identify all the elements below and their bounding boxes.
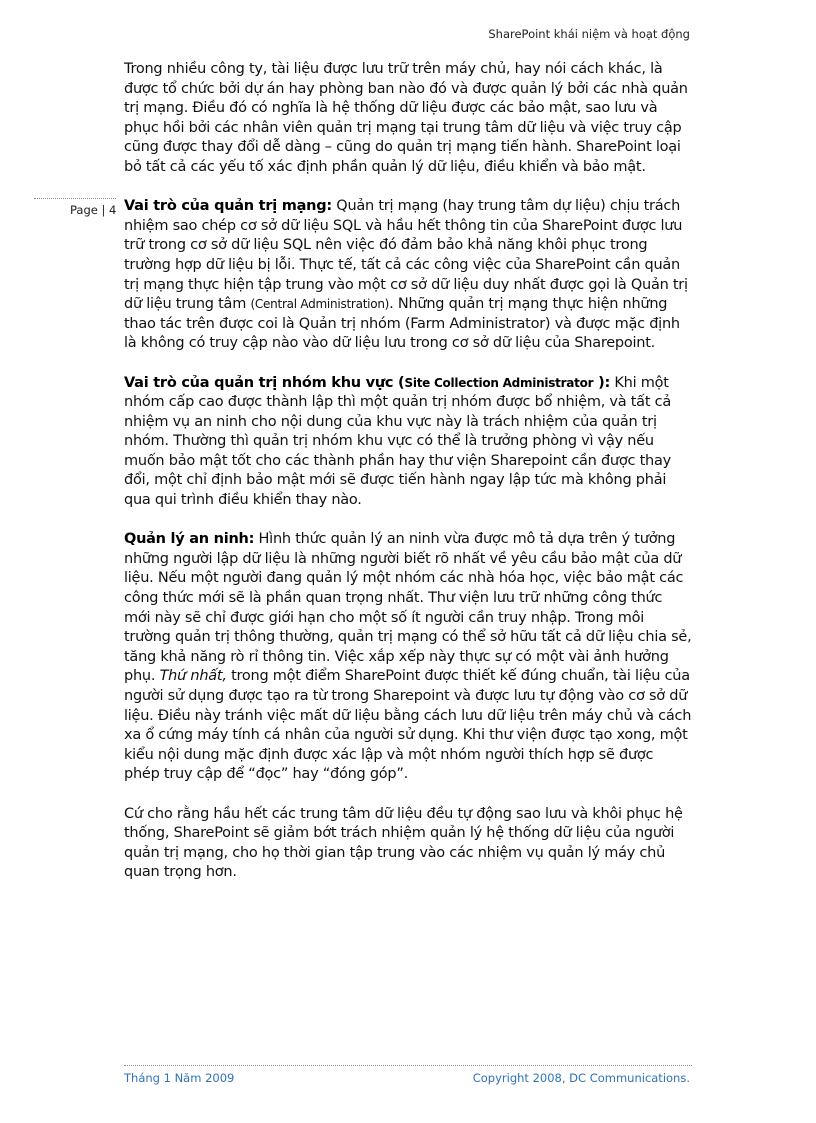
running-header: SharePoint khái niệm và hoạt động [488, 27, 690, 41]
footer-copyright: Copyright 2008, DC Communications. [472, 1071, 690, 1085]
footer-date: Tháng 1 Năm 2009 [124, 1071, 235, 1085]
site-collection-admin-paragraph: Vai trò của quản trị nhóm khu vực (Site Collection Administrator ): Khi một nhóm cấp cao được thành lập thì một quản trị nhóm được bổ nhiệm, và tất cả nhiệm vụ an ninh cho nội dung của khu vực này là trách nhiệm của quản trị nhóm. Thường thì quản trị nhóm khu vực có thể là trưởng phòng vì vậy nếu muốn bảo mật tốt cho các thành phần hay thư viện Sharepoint cần được thay đổi, một chỉ định bảo mật mới sẽ được tiến hành ngay lập tức mà không phải qua qui trình điều khiển thay nào. [124, 374, 671, 509]
network-admin-paragraph: Vai trò của quản trị mạng: Quản trị mạng (hay trung tâm dự liệu) chịu trách nhiệm sao chép cơ sở dữ liệu SQL và hầu hết thông tin của SharePoint được lưu trữ trong cơ sở dữ liệu SQL nên việc đó đảm bảo khả năng khôi phục trong trường hợp dữ liệu bị lỗi. Thực tế, tất cả các công việc của SharePoint cần quản trị mạng thực hiện tập trung vào một cơ sở dữ liệu duy nhất được gọi là Quản trị dữ liệu trung tâm (Central Administration). Những quản trị mạng thực hiện những thao tác trên được coi là Quản trị nhóm (Farm Administrator) và được mặc định là không có truy cập nào vào dữ liệu lưu trong cơ sở dữ liệu của Sharepoint. [124, 198, 688, 352]
network-admin-heading: Vai trò của quản trị mạng: [124, 198, 332, 215]
document-body [124, 60, 692, 903]
security-management-paragraph: Quản lý an ninh: Hình thức quản lý an ninh vừa được mô tả dựa trên ý tưởng những người lập dữ liệu là những người biết rõ nhất về yêu cầu bảo mật của dữ liệu. Nếu một người đang quản lý một nhóm các nhà hóa học, việc bảo mật các công thức mới sẽ là phần quan trọng nhất. Thư viện lưu trữ những công thức mới này sẽ chỉ được giới hạn cho một số ít người cần truy nhập. Trong môi trường quản trị thông thường, quản trị mạng có thể sở hữu tất cả dữ liệu chia sẻ, tăng khả năng rò rỉ thông tin. Việc xắp xếp này thực sự có một vài ảnh hưởng phụ. Thứ nhất, trong một điểm SharePoint được thiết kế đúng chuẩn, tài liệu của người sử dụng được tạo ra từ trong Sharepoint và được lưu tự động vào cơ sở dữ liệu. Điều này tránh việc mất dữ liệu bằng cách lưu dữ liệu trên máy chủ và cách xa ổ cứng máy tính cá nhân của người sử dụng. Khi thư viện được tạo xong, một kiểu nội dung mặc định được xác lập và một nhóm người thích hợp sẽ được phép truy cập để “đọc” hay “đóng góp”. [124, 531, 692, 783]
security-management-heading: Quản lý an ninh: [124, 531, 255, 548]
intro-paragraph: Trong nhiều công ty, tài liệu được lưu trữ trên máy chủ, hay nói cách khác, là được tổ chức bởi dự án hay phòng ban nào đó và được quản lý bởi các nhà quản trị mạng. Điều đó có nghĩa là hệ thống dữ liệu được các bảo mật, sao lưu và phục hồi bởi các nhân viên quản trị mạng tại trung tâm dữ liệu và việc truy cập cũng được thay đổi dễ dàng – cũng do quản trị mạng tiến hành. SharePoint loại bỏ tất cả các yếu tố xác định phần quản lý dữ liệu, điều khiển và bảo mật. [124, 61, 688, 175]
page-number-divider [34, 198, 116, 199]
site-collection-admin-heading: Vai trò của quản trị nhóm khu vực (Site Collection Administrator ): [124, 374, 611, 391]
footer-divider [124, 1065, 692, 1066]
conclusion-paragraph: Cứ cho rằng hầu hết các trung tâm dữ liệu đều tự động sao lưu và khôi phục hệ thống, SharePoint sẽ giảm bớt trách nhiệm quản lý hệ thống dữ liệu của người quản trị mạng, cho họ thời gian tập trung vào các nhiệm vụ quản lý máy chủ quan trọng hơn. [124, 805, 683, 881]
page-number: Page | 4 [70, 203, 117, 217]
